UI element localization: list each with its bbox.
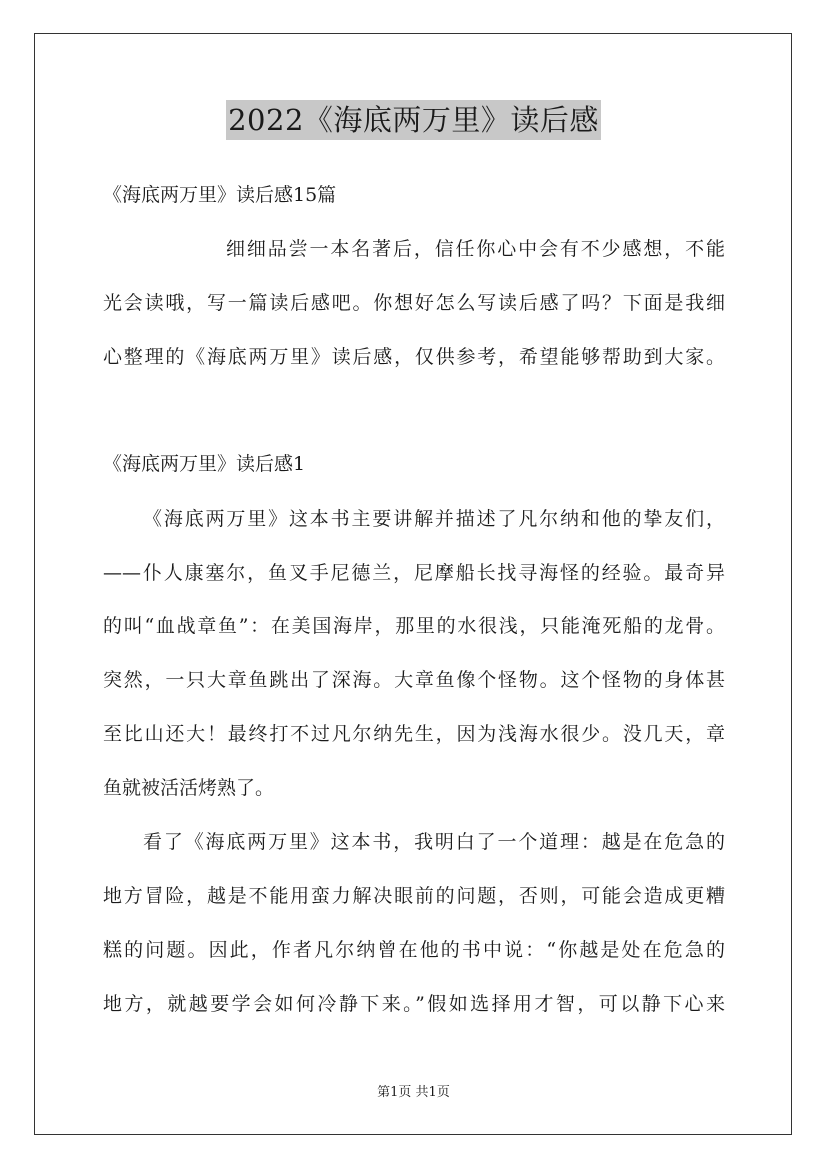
paragraph-line: ——仆人康塞尔，鱼叉手尼德兰，尼摩船长找寻海怪的经验。最奇异 [103,562,725,584]
intro-line: 细细品尝一本名著后，信任你心中会有不少感想，不能 [226,238,725,260]
paragraph-line: 的叫“血战章鱼”：在美国海岸，那里的水很浅，只能淹死船的龙骨。 [103,615,725,637]
title-container [0,100,827,140]
paragraph-line: 鱼就被活活烤熟了。 [103,777,275,799]
paragraph-line: 糕的问题。因此，作者凡尔纳曾在他的书中说：“你越是处在危急的 [103,939,725,961]
section-heading: 《海底两万里》读后感1 [103,453,306,475]
page-footer: 第1页 共1页 [377,1085,450,1100]
paragraph-line: 《海底两万里》这本书主要讲解并描述了凡尔纳和他的挚友们， [143,508,725,530]
paragraph-line: 看了《海底两万里》这本书，我明白了一个道理：越是在危急的 [143,831,725,853]
paragraph-line: 地方，就越要学会如何冷静下来。”假如选择用才智，可以静下心来 [103,993,725,1015]
paragraph-line: 突然，一只大章鱼跳出了深海。大章鱼像个怪物。这个怪物的身体甚 [103,669,725,691]
paragraph-line: 地方冒险，越是不能用蛮力解决眼前的问题，否则，可能会造成更糟 [103,885,725,907]
document-subtitle: 《海底两万里》读后感15篇 [103,184,337,206]
intro-line: 光会读哦，写一篇读后感吧。你想好怎么写读后感了吗？下面是我细 [103,292,725,314]
intro-line: 心整理的《海底两万里》读后感，仅供参考，希望能够帮助到大家。 [103,346,725,368]
document-title: 2022《海底两万里》读后感 [226,100,601,140]
paragraph-line: 至比山还大！最终打不过凡尔纳先生，因为浅海水很少。没几天，章 [103,723,725,745]
